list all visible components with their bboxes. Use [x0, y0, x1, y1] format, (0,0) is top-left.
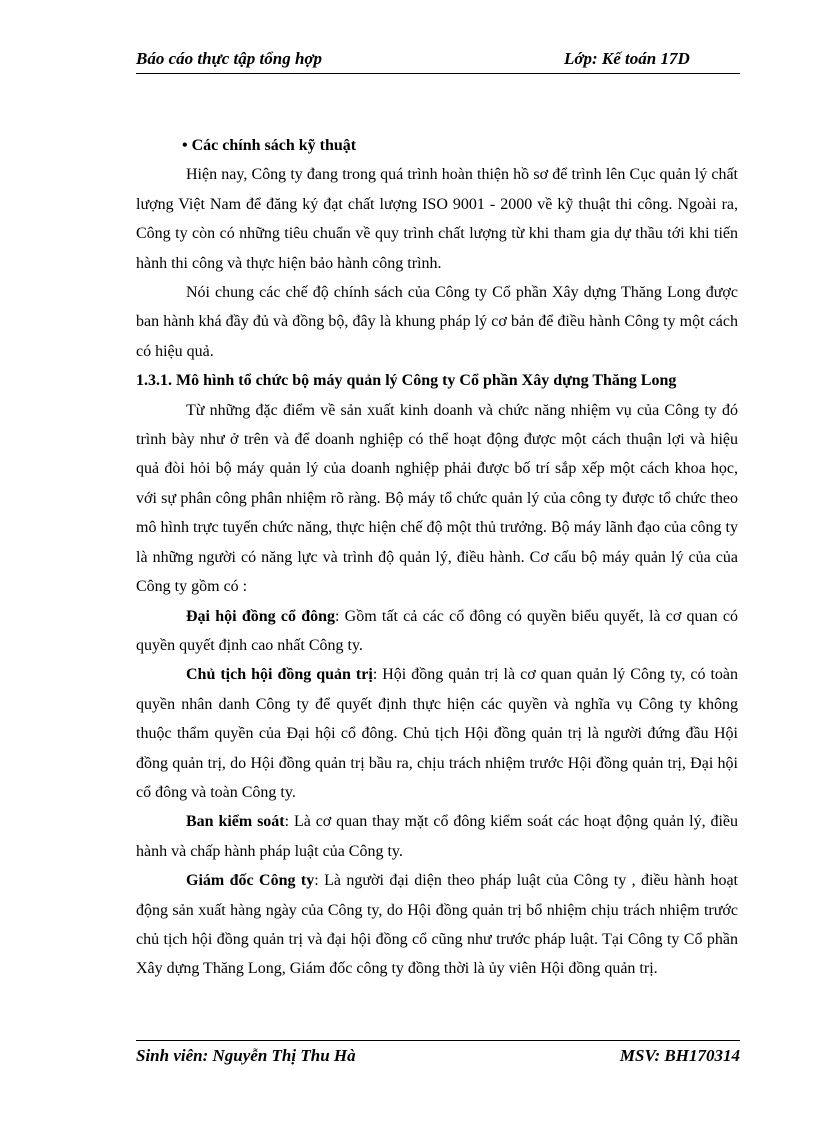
item-term: Đại hội đồng cổ đông	[186, 607, 335, 625]
item-text: : Hội đồng quản trị là cơ quan quản lý Công ty, có toàn quyền nhân danh Công ty để quyết định thực hiện các quyền và nghĩa vụ Công ty không thuộc thẩm quyền của Đại hội cổ đông. Chủ tịch Hội đồng quản trị là người đứng đầu Hội đồng quản trị, do Hội đồng quản trị bầu ra, chịu trách nhiệm trước Hội đồng quản trị, Đại hội cổ đông và toàn Công ty.	[136, 666, 738, 801]
header-class: Lớp: Kế toán 17D	[564, 49, 690, 68]
item-shareholders	[136, 602, 738, 661]
item-director	[136, 866, 738, 984]
paragraph-org-model: Từ những đặc điểm về sản xuất kinh doanh và chức năng nhiệm vụ của Công ty đó trình bày như ở trên và để doanh nghiệp có thể hoạt động được một cách thuận lợi và hiệu quả đòi hỏi bộ máy quản lý của doanh nghiệp phải được bố trí sắp xếp một cách khoa học, với sự phân công phân nhiệm rõ ràng. Bộ máy tổ chức quản lý của công ty được tổ chức theo mô hình trực tuyến chức năng, thực hiện chế độ một thủ trưởng. Bộ máy lãnh đạo của công ty là những người có năng lực và trình độ quản lý, điều hành. Cơ cấu bộ máy quản lý của của Công ty gồm có :	[136, 401, 738, 596]
item-text: : Là cơ quan thay mặt cổ đông kiểm soát các hoạt động quản lý, điều hành và chấp hành pháp luật của Công ty.	[136, 813, 738, 860]
header-report-title: Báo cáo thực tập tổng hợp	[136, 49, 323, 68]
footer-student: Sinh viên: Nguyễn Thị Thu Hà	[136, 1046, 356, 1065]
item-supervisory	[136, 807, 738, 866]
footer-student-id: MSV: BH170314	[619, 1046, 740, 1065]
item-text: : Gồm tất cả các cổ đông có quyền biểu quyết, là cơ quan có quyền quyết định cao nhất Công ty.	[136, 607, 738, 654]
item-term: Giám đốc Công ty	[186, 872, 315, 890]
page-footer	[136, 1040, 740, 1070]
item-text: : Là người đại diện theo pháp luật của Công ty , điều hành hoạt động sản xuất hàng ngày của Công ty, do Hội đồng quản trị bổ nhiệm chịu trách nhiệm trước chủ tịch hội đồng quản trị và đại hội đồng cổ cũng như trước pháp luật. Tại Công ty Cổ phần Xây dựng Thăng Long, Giám đốc công ty đồng thời là ủy viên Hội đồng quản trị.	[136, 872, 739, 978]
bullet-heading: • Các chính sách kỹ thuật	[182, 137, 357, 154]
paragraph-policies: Nói chung các chế độ chính sách của Công ty Cổ phần Xây dựng Thăng Long được ban hành khá đầy đủ và đồng bộ, đây là khung pháp lý cơ bản để điều hành Công ty một cách có hiệu quả.	[136, 284, 738, 360]
item-term: Ban kiểm soát	[186, 813, 285, 831]
section-heading: 1.3.1. Mô hình tổ chức bộ máy quản lý Công ty Cổ phần Xây dựng Thăng Long	[136, 372, 677, 390]
item-term: Chủ tịch hội đồng quản trị	[186, 666, 373, 684]
paragraph-iso: Hiện nay, Công ty đang trong quá trình hoàn thiện hồ sơ để trình lên Cục quản lý chất lượng Việt Nam để đăng ký đạt chất lượng ISO 9001 - 2000 về kỹ thuật thi công. Ngoài ra, Công ty còn có những tiêu chuẩn về quy trình chất lượng từ khi tham gia dự thầu tới khi tiến hành thi công và thực hiện bảo hành công trình.	[136, 166, 738, 272]
document-body	[136, 131, 738, 984]
page-header	[136, 49, 740, 74]
item-board-chair	[136, 660, 738, 807]
